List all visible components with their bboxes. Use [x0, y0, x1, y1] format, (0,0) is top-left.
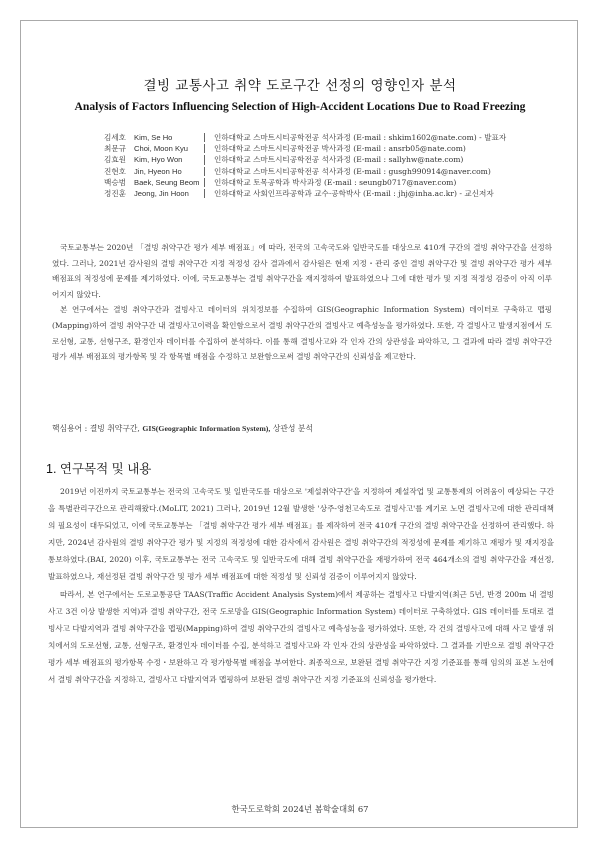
- author-row: [104, 132, 534, 143]
- keyword: 상관성 분석: [272, 424, 313, 433]
- author-affiliation: 인하대학교 스마트시티공학전공 석사과정 (E-mail : shkim1602@nate.com) - 발표자: [214, 133, 507, 142]
- author-row: [104, 166, 534, 177]
- paper-title-english: Analysis of Factors Influencing Selection of High-Accident Locations Due to Road Freezing: [74, 100, 526, 113]
- author-name-english: Baek, Seung Beom: [134, 177, 200, 187]
- body-paragraph: 따라서, 본 연구에서는 도로교통공단 TAAS(Traffic Accident Analysis System)에서 제공하는 결빙사고 다발지역(최근 5년, 반경 200m 내 결빙사고 3건 이상 발생한 지역)과 결빙 취약구간, 전국 도로망을 GIS(Geographic Information System) 데이터로 구축하였다. GIS 데이터를 토대로 결빙사고 다발지역과 결빙 취약구간을 맵핑(Mapping)하여 결빙 취약구간의 결빙사고 예측성능을 평가하였다. 또한, 각 건의 결빙사고에 대해 사고 발생 위치에서의 도로선형, 교통, 선형구조, 환경인자 데이터를 수집, 분석하고 결빙사고와 각 인자 간의 상관성을 파악하였다. 그 결과를 기반으로 결빙 취약구간 평가 세부 배점표의 평가항목 수정・보완하고 각 평가항목별 배점을 부여한다. 최종적으로, 보완된 결빙 취약구간 지정 기준표를 통해 임의의 표본 노선에서 결빙 취약구간을 지정하고, 결빙사고 다발지역과 맵핑하여 보완된 결빙 취약구간 지정 기준표의 신뢰성을 평가한다.: [48, 589, 554, 685]
- body-paragraph: 2019년 이전까지 국토교통부는 전국의 고속국도 및 일반국도를 대상으로 '제설취약구간'을 지정하여 제설작업 및 교통통제의 어려움이 예상되는 구간을 특별관리구간으로 관리해왔다.(MoLIT, 2021) 그러나, 2019년 12월 발생한 '상주-영천고속도로 결빙사고'를 계기로 노면 결빙사고에 대한 관리대책의 필요성이 대두되었고, 이에 국토교통부는 「결빙 취약구간 평가 세부 배점표」를 제작하여 전국 410개 구간의 결빙 취약구간을 선정하여 관리했다. 하지만, 2024년 감사원의 결빙 취약구간 평가 및 지정의 적정성에 대한 감사에서 감사원은 결빙 취약구간의 적정성에 문제를 제기하고 재평가 및 재지정을 통보하였다.(BAI, 2020) 이후, 국토교통부는 전국 고속국도 및 일반국도에 대해 결빙 취약구간을 재평가하여 전국 464개소의 결빙 취약구간을 재선정, 발표하였으나, 재선정된 결빙 취약구간 및 평가 세부 배점표에 대한 적정성 및 신뢰성 검증이 이루어지지 않았다.: [48, 487, 554, 582]
- paper-title-korean: 결빙 교통사고 취약 도로구간 선정의 영향인자 분석: [143, 78, 457, 94]
- author-affiliation: 인하대학교 스마트시티공학전공 박사과정 (E-mail : ansrb05@nate.com): [214, 144, 466, 154]
- author-name-korean: 김효원: [104, 155, 127, 165]
- section-body: [48, 483, 554, 688]
- section-heading: 1. 연구목적 및 내용: [46, 462, 152, 476]
- author-name-english: Kim, Hyo Won: [134, 155, 183, 165]
- author-name-korean: 백승범: [104, 177, 127, 187]
- keyword: 결빙 취약구간,: [89, 424, 140, 433]
- abstract: [52, 240, 552, 365]
- author-affiliation: 인하대학교 토목공학과 박사과정 (E-mail : seungb0717@naver.com): [214, 177, 457, 187]
- author-name-korean: 진현호: [104, 166, 127, 176]
- author-name-english: Kim, Se Ho: [134, 133, 173, 142]
- author-name-english: Choi, Moon Kyu: [134, 144, 189, 154]
- author-divider: [204, 189, 214, 198]
- author-name-english: Jeong, Jin Hoon: [134, 189, 189, 199]
- author-row: [104, 177, 534, 188]
- author-name-korean: 김세호: [104, 133, 127, 142]
- author-name-korean: 정진훈: [104, 189, 127, 199]
- keywords-label: 핵심용어 :: [52, 424, 88, 433]
- abstract-paragraph: 국토교통부는 2020년 「결빙 취약구간 평가 세부 배점표」에 따라, 전국의 고속국도와 일반국도를 대상으로 410개 구간의 결빙 취약구간을 선정하였다. 그러나, 2021년 감사원의 결빙 취약구간 지정 적정성 감사 결과에서 감사원은 현재 지정・관리 중인 결빙 취약구간 및 결빙 취약구간 평가 세부 배점표의 적정성에 문제를 제기하였다. 이에, 국토교통부는 결빙 취약구간을 재지정하여 발표하였으나 그에 대한 평가 및 지정 적정성 검증이 아직 이루어지지 않았다.: [52, 243, 552, 299]
- keyword-bold: GIS(Geographic Information System),: [142, 424, 271, 433]
- author-affiliation: 인하대학교 스마트시티공학전공 석사과정 (E-mail : sallyhw@nate.com): [214, 155, 464, 165]
- author-affiliation: 인하대학교 사회인프라공학과 교수·공학박사 (E-mail : jhj@inha.ac.kr) - 교신저자: [214, 189, 494, 199]
- author-name-korean: 최문규: [104, 144, 127, 154]
- author-affiliation: 인하대학교 스마트시티공학전공 석사과정 (E-mail : gusgh990914@naver.com): [214, 166, 491, 176]
- author-divider: [204, 167, 214, 176]
- author-list: [104, 132, 534, 199]
- author-divider: [204, 178, 214, 187]
- author-divider: [204, 133, 214, 142]
- author-divider: [204, 155, 214, 164]
- author-row: [104, 188, 534, 199]
- keywords: [52, 423, 552, 434]
- author-name-english: Jin, Hyeon Ho: [134, 166, 182, 176]
- page-footer: 한국도로학회 2024년 봄학술대회 67: [231, 804, 369, 814]
- author-row: [104, 154, 534, 165]
- abstract-paragraph: 본 연구에서는 결빙 취약구간과 결빙사고 데이터의 위치정보를 수집하여 GIS(Geographic Information System) 데이터로 구축하고 맵핑(Mapping)하여 결빙 취약구간 내 결빙사고이력을 확인함으로서 결빙 취약구간의 결빙사고 예측성능을 평가하였다. 또한, 각 결빙사고 발생지점에서 도로선형, 교통, 선형구조, 환경인자 데이터를 수집하여 분석하다. 이를 통해 결빙사고와 각 인자 간의 상관성을 파악하고, 그 결과에 따라 결빙 취약구간 평가 세부 배점표의 평가항목 및 각 항목별 배점을 수정하고 보완함으로써 결빙 취약구간의 신뢰성을 제고한다.: [52, 305, 552, 362]
- author-row: [104, 143, 534, 154]
- author-divider: [204, 144, 214, 153]
